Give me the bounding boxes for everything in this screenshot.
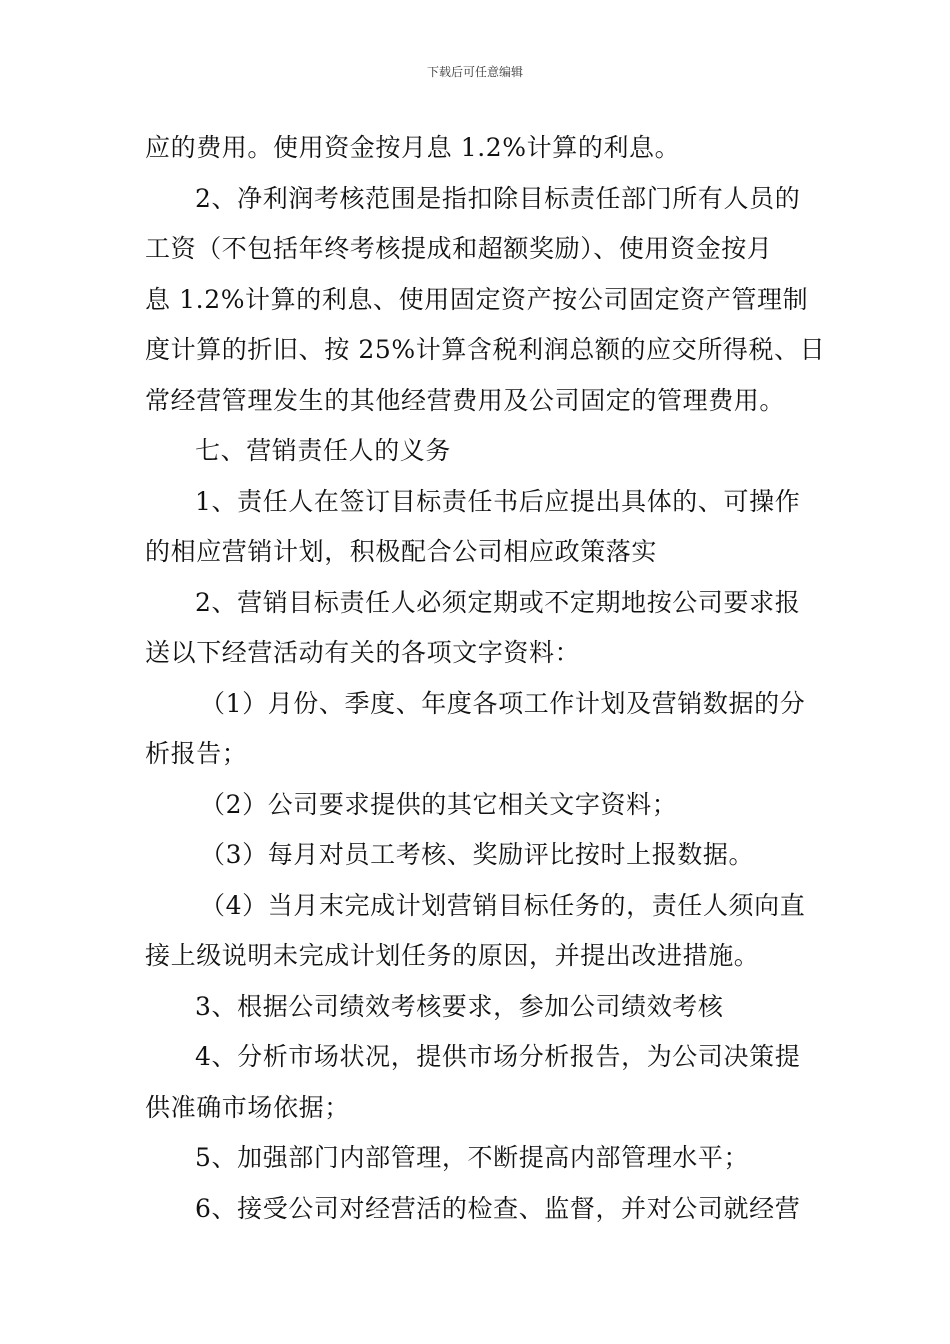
text-line: 的相应营销计划，积极配合公司相应政策落实 (145, 537, 658, 566)
text-line: 供准确市场依据； (145, 1092, 350, 1122)
text-line: 6、接受公司对经营活的检查、监督，并对公司就经营 (195, 1193, 801, 1223)
text-line: （3）每月对员工考核、奖励评比按时上报数据。 (200, 840, 755, 869)
page-header: 下载后可任意编辑 (426, 65, 523, 79)
text-line: 2、营销目标责任人必须定期或不定期地按公司要求报 (195, 587, 801, 617)
text-line: （4）当月末完成计划营销目标任务的，责任人须向直 (200, 890, 806, 920)
text-line: （1）月份、季度、年度各项工作计划及营销数据的分 (200, 688, 806, 718)
text-line: 接上级说明未完成计划任务的原因，并提出改进措施。 (145, 941, 760, 970)
text-line: 2、净利润考核范围是指扣除目标责任部门所有人员的 (195, 183, 801, 213)
text-line: 4、分析市场状况，提供市场分析报告，为公司决策提 (195, 1042, 801, 1071)
text-line: 析报告； (145, 739, 248, 768)
section-heading: 七、营销责任人的义务 (195, 436, 452, 465)
text-line: 应的费用。使用资金按月息 1.2%计算的利息。 (145, 133, 681, 162)
text-line: 工资（不包括年终考核提成和超额奖励）、使用资金按月 (145, 234, 773, 263)
text-line: 5、加强部门内部管理，不断提高内部管理水平； (195, 1143, 750, 1172)
text-line: 3、根据公司绩效考核要求，参加公司绩效考核 (195, 991, 724, 1021)
text-line: 送以下经营活动有关的各项文字资料： (145, 638, 581, 667)
document-body (145, 123, 826, 1234)
text-line: 度计算的折旧、按 25%计算含税利润总额的应交所得税、日 (145, 335, 826, 364)
text-line: （2）公司要求提供的其它相关文字资料； (200, 789, 678, 819)
text-line: 常经营管理发生的其他经营费用及公司固定的管理费用。 (145, 385, 786, 415)
text-line: 1、责任人在签订目标责任书后应提出具体的、可操作 (195, 486, 801, 516)
text-line: 息 1.2%计算的利息、使用固定资产按公司固定资产管理制 (145, 284, 809, 314)
